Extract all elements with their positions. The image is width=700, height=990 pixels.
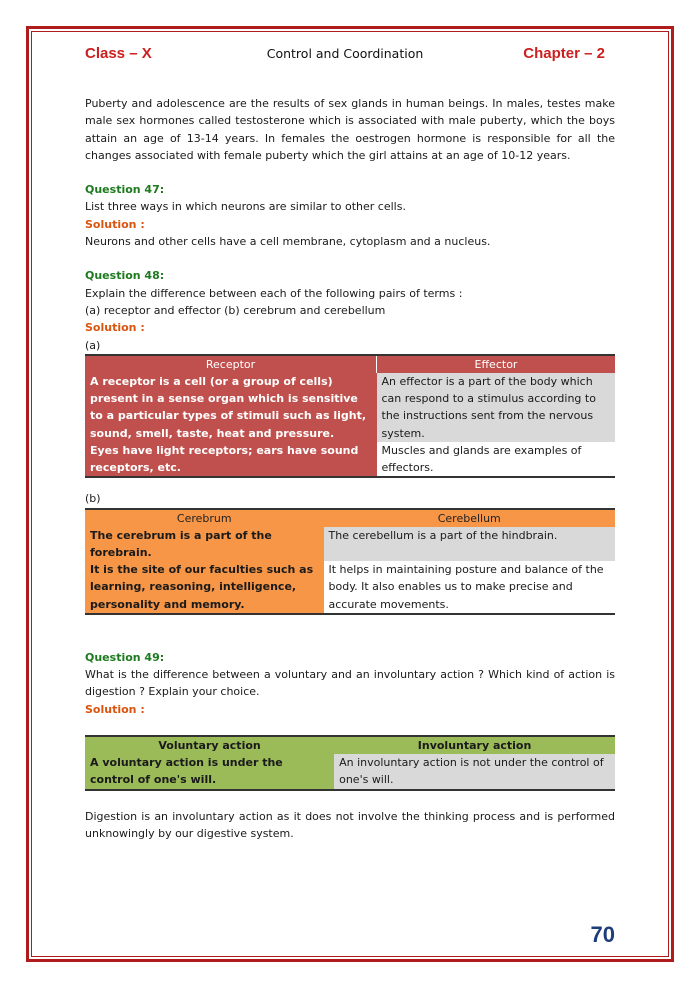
cerebrum-location: The cerebrum is a part of the forebrain. xyxy=(85,527,324,561)
voluntary-header: Voluntary action xyxy=(85,736,334,754)
table-row xyxy=(85,442,615,477)
solution-49-label: Solution : xyxy=(85,702,145,716)
question-48-label: Question 48: xyxy=(85,269,165,283)
receptor-effector-table xyxy=(85,354,615,478)
involuntary-definition: An involuntary action is not under the control of one's will. xyxy=(334,754,615,789)
solution-47-label: Solution : xyxy=(85,217,145,231)
page-content xyxy=(85,95,615,842)
cerebrum-header: Cerebrum xyxy=(85,509,324,527)
table-row xyxy=(85,527,615,561)
table-row xyxy=(85,373,615,442)
cerebellum-location: The cerebellum is a part of the hindbrain. xyxy=(324,527,616,561)
table-header-row xyxy=(85,509,615,527)
receptor-definition: A receptor is a cell (or a group of cells) present in a sense organ which is sensitive to a particular types of stimuli such as light, sound, smell, taste, heat and pressure. xyxy=(85,373,377,442)
cerebellum-function: It helps in maintaining posture and balance of the body. It also enables us to make precise and accurate movements. xyxy=(324,561,616,614)
question-48-line1: Explain the difference between each of the following pairs of terms : xyxy=(85,286,463,300)
question-47-text: List three ways in which neurons are similar to other cells. xyxy=(85,200,406,214)
receptor-header: Receptor xyxy=(85,355,377,373)
chapter-label: Chapter – 2 xyxy=(523,45,605,62)
voluntary-definition: A voluntary action is under the control of one's will. xyxy=(85,754,334,789)
table-row xyxy=(85,561,615,614)
class-label: Class – X xyxy=(85,45,152,62)
question-49-text: What is the difference between a voluntary and an involuntary action ? Which kind of action is digestion ? Explain your choice. xyxy=(85,668,615,699)
answer-47-text: Neurons and other cells have a cell membrane, cytoplasm and a nucleus. xyxy=(85,235,491,249)
cerebellum-header: Cerebellum xyxy=(324,509,616,527)
table-header-row xyxy=(85,355,615,373)
conclusion-paragraph: Digestion is an involuntary action as it does not involve the thinking process and is performed unknowingly by our digestive system. xyxy=(85,809,615,840)
cerebrum-function: It is the site of our faculties such as learning, reasoning, intelligence, personality and memory. xyxy=(85,561,324,614)
solution-48-label: Solution : xyxy=(85,321,145,335)
question-47-label: Question 47: xyxy=(85,183,165,197)
receptor-example: Eyes have light receptors; ears have sound receptors, etc. xyxy=(85,442,377,477)
effector-definition: An effector is a part of the body which can respond to a stimulus according to the instructions sent from the nervous system. xyxy=(377,373,616,442)
table-row xyxy=(85,754,615,789)
part-b-label: (b) xyxy=(85,492,101,506)
effector-example: Muscles and glands are examples of effectors. xyxy=(377,442,616,477)
chapter-title: Control and Coordination xyxy=(266,46,424,61)
intro-paragraph: Puberty and adolescence are the results of sex glands in human beings. In males, testes make male sex hormones called testosterone which is associated with male puberty, which the boys attain an age of 13-14 years. In females the oestrogen hormone is responsible for all the changes associated with female puberty which the girl attains at an age of 10-12 years. xyxy=(85,97,615,162)
effector-header: Effector xyxy=(377,355,616,373)
voluntary-involuntary-table xyxy=(85,735,615,791)
involuntary-header: Involuntary action xyxy=(334,736,615,754)
question-48-line2: (a) receptor and effector (b) cerebrum and cerebellum xyxy=(85,303,386,317)
page-number: 70 xyxy=(590,922,615,947)
page-header xyxy=(85,45,605,67)
part-a-label: (a) xyxy=(85,338,101,352)
table-header-row xyxy=(85,736,615,754)
question-49-label: Question 49: xyxy=(85,650,165,664)
cerebrum-cerebellum-table xyxy=(85,508,615,615)
